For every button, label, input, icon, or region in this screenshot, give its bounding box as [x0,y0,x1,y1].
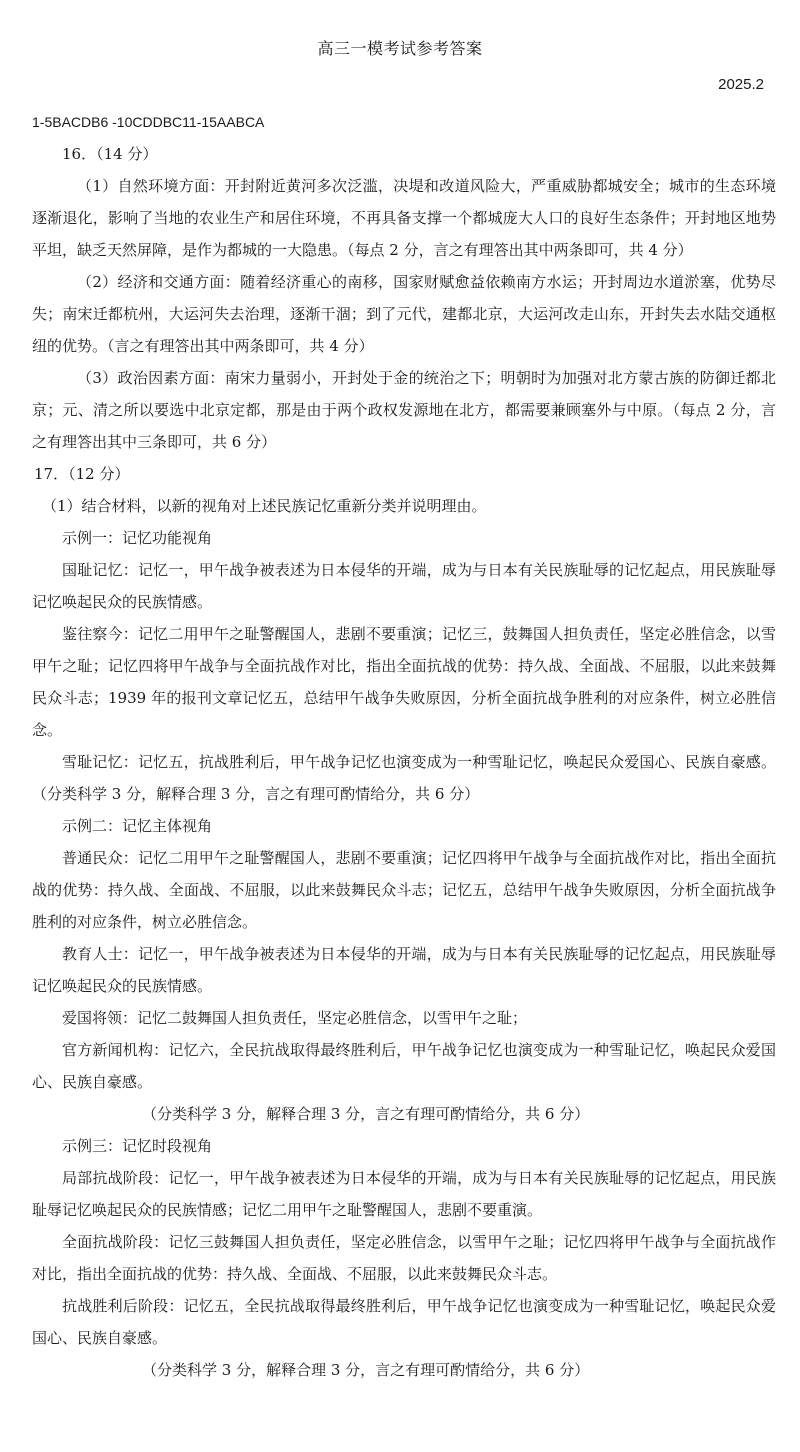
q17-example2-b: 教育人士：记忆一，甲午战争被表述为日本侵华的开端，成为与日本有关民族耻辱的记忆起点，用民族耻辱记忆唤起民众的民族情感。 [32,945,776,995]
q17-heading: 17．（12 分） [34,465,130,483]
q17-example3-c: 抗战胜利后阶段：记忆五，全民抗战取得最终胜利后，甲午战争记忆也演变成为一种雪耻记忆，唤起民众爱国心、民族自豪感。 [32,1297,776,1347]
q17-example2-title: 示例二：记忆主体视角 [62,817,213,835]
q16-part3: （3）政治因素方面：南宋力量弱小，开封处于金的统治之下；明朝时为加强对北方蒙古族的防御迁都北京；元、清之所以要选中北京定都，那是由于两个政权发源地在北方，都需要兼顾塞外与中原。（每点 2 分，言之有理答出其中三条即可，共 6 分） [32,369,776,451]
q17-example3-note: （分类科学 3 分，解释合理 3 分，言之有理可酌情给分，共 6 分） [142,1361,590,1379]
q17-example3-b: 全面抗战阶段：记忆三鼓舞国人担负责任，坚定必胜信念，以雪甲午之耻；记忆四将甲午战争与全面抗战作对比，指出全面抗战的优势：持久战、全面战、不屈服，以此来鼓舞民众斗志。 [32,1233,776,1283]
q17-example1-a: 国耻记忆：记忆一，甲午战争被表述为日本侵华的开端，成为与日本有关民族耻辱的记忆起点，用民族耻辱记忆唤起民众的民族情感。 [32,561,776,611]
document-date: 2025.2 [718,76,764,93]
q16-heading: 16．（14 分） [62,145,158,163]
q16-part1: （1）自然环境方面：开封附近黄河多次泛滥，决堤和改道风险大，严重威胁都城安全；城市的生态环境逐渐退化，影响了当地的农业生产和居住环境，不再具备支撑一个都城庞大人口的良好生态条件；开封地区地势平坦，缺乏天然屏障，是作为都城的一大隐患。（每点 2 分，言之有理答出其中两条即可，共 4 分） [32,177,776,259]
document-title: 高三一模考试参考答案 [317,39,483,58]
q17-example2-a: 普通民众：记忆二用甲午之耻警醒国人，悲剧不要重演；记忆四将甲午战争与全面抗战作对比，指出全面抗战的优势：持久战、全面战、不屈服，以此来鼓舞民众斗志；记忆五，总结甲午战争失败原因，分析全面抗战争胜利的对应条件，树立必胜信念。 [32,849,776,931]
q17-example1-b: 鉴往察今：记忆二用甲午之耻警醒国人，悲剧不要重演；记忆三，鼓舞国人担负责任，坚定必胜信念，以雪甲午之耻；记忆四将甲午战争与全面抗战作对比，指出全面抗战的优势：持久战、全面战、不屈服，以此来鼓舞民众斗志；1939 年的报刊文章记忆五，总结甲午战争失败原因，分析全面抗战争胜利的对应条件，树立必胜信念。 [32,625,776,739]
q17-example2-d: 官方新闻机构：记忆六，全民抗战取得最终胜利后，甲午战争记忆也演变成为一种雪耻记忆，唤起民众爱国心、民族自豪感。 [32,1041,776,1091]
q17-example1-title: 示例一：记忆功能视角 [62,529,213,547]
q17-example3-title: 示例三：记忆时段视角 [62,1137,213,1155]
q17-example3-a: 局部抗战阶段：记忆一，甲午战争被表述为日本侵华的开端，成为与日本有关民族耻辱的记忆起点，用民族耻辱记忆唤起民众的民族情感；记忆二用甲午之耻警醒国人，悲剧不要重演。 [32,1169,776,1219]
q17-example1-c: 雪耻记忆：记忆五，抗战胜利后，甲午战争记忆也演变成为一种雪耻记忆，唤起民众爱国心、民族自豪感。（分类科学 3 分，解释合理 3 分，言之有理可酌情给分，共 6 分） [32,753,776,803]
multiple-choice-answers: 1-5BACDB6 -10CDDBC11-15AABCA [32,114,265,130]
q17-example2-c: 爱国将领：记忆二鼓舞国人担负责任，坚定必胜信念，以雪甲午之耻； [62,1009,528,1027]
document-body [32,106,776,1386]
q16-part2: （2）经济和交通方面：随着经济重心的南移，国家财赋愈益依赖南方水运；开封周边水道淤塞，优势尽失；南宋迁都杭州，大运河失去治理，逐渐干涸；到了元代，建都北京，大运河改走山东，开封失去水陆交通枢纽的优势。（言之有理答出其中两条即可，共 4 分） [32,273,776,355]
q17-example2-note: （分类科学 3 分，解释合理 3 分，言之有理可酌情给分，共 6 分） [142,1105,590,1123]
q17-intro: （1）结合材料，以新的视角对上述民族记忆重新分类并说明理由。 [42,497,487,515]
